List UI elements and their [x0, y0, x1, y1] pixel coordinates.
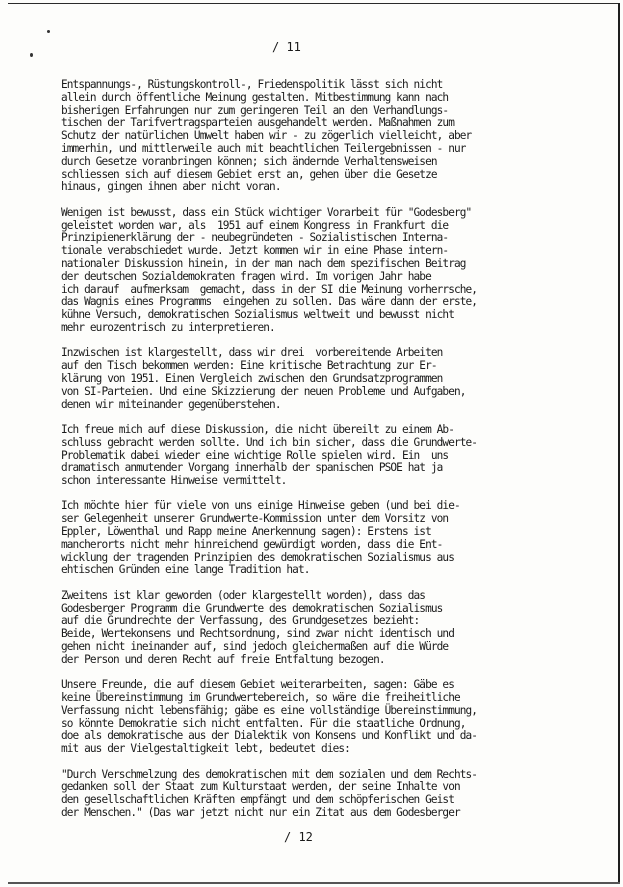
scan-speck	[30, 53, 33, 57]
scan-border-right	[618, 3, 620, 884]
text-line: Unsere Freunde, die auf diesem Gebiet weiterarbeiten, sagen: Gäbe es	[61, 678, 454, 692]
text-line: so könnte Demokratie sich nicht entfalten. Für die staatliche Ordnung,	[61, 716, 466, 730]
text-line: das Wagnis eines Programms eingehen zu sollen. Das wäre dann der erste,	[61, 295, 478, 309]
text-line: Inzwischen ist klargestellt, dass wir drei vorbereitende Arbeiten	[61, 346, 443, 360]
text-line: Entspannungs-, Rüstungskontroll-, Friedenspolitik lässt sich nicht	[61, 78, 443, 91]
text-line: gehen nicht ineinander auf, sind jedoch gleichermaßen auf die Würde	[61, 640, 449, 654]
text-line: gedanken soll der Staat zum Kulturstaat werden, der seine Inhalte von	[61, 780, 460, 794]
paragraph	[61, 769, 601, 820]
text-line: mehr eurozentrisch zu interpretieren.	[61, 320, 275, 334]
text-line: Verfassung nicht lebensfähig; gäbe es eine vollständige Übereinstimmung,	[61, 703, 478, 717]
text-line: der Menschen." (Das war jetzt nicht nur ein Zitat aus dem Godesberger	[61, 806, 460, 819]
text-line: von SI-Parteien. Und eine Skizzierung der neuen Probleme und Aufgaben,	[61, 384, 466, 398]
footer-page-number: / 12	[284, 830, 313, 844]
text-line: schluss gebracht werden sollte. Und ich bin sicher, dass die Grundwerte-	[61, 435, 478, 449]
text-line: tischen der Tarifvertragsparteien ausgehandelt werden. Maßnahmen zum	[61, 116, 454, 130]
text-line: hinaus, gingen ihnen aber nicht voran.	[61, 180, 281, 194]
text-line: der Person und deren Recht auf freie Entfaltung bezogen.	[61, 652, 385, 666]
scan-border-top	[8, 3, 620, 4]
text-line: den gesellschaftlichen Kräften empfängt und dem schöpferischen Geist	[61, 793, 454, 807]
text-line: Godesberger Programm die Grundwerte des demokratischen Sozialismus	[61, 601, 443, 615]
text-line: tionale verabschiedet wurde. Jetzt kommen wir in eine Phase intern-	[61, 244, 449, 258]
header-page-number: / 11	[272, 40, 301, 54]
text-line: doe als demokratische aus der Dialektik von Konsens und Konflikt und da-	[61, 729, 478, 743]
text-line: Wenigen ist bewusst, dass ein Stück wichtiger Vorarbeit für "Godesberg"	[61, 205, 472, 219]
text-line: der deutschen Sozialdemokraten fragen wird. Im vorigen Jahr habe	[61, 269, 431, 283]
text-line: mancherorts nicht mehr hinreichend gewürdigt worden, dass die Ent-	[61, 537, 443, 551]
text-line: allein durch öffentliche Meinung gestalten. Mitbestimmung kann nach	[61, 90, 449, 104]
text-line: kühne Versuch, demokratischen Sozialismus weltweit und bewusst nicht	[61, 308, 454, 322]
text-line: klärung von 1951. Einen Vergleich zwischen den Grundsatzprogrammen	[61, 371, 443, 385]
text-line: schon interessante Hinweise vermittelt.	[61, 474, 287, 488]
paragraph	[61, 500, 601, 577]
document-body	[61, 79, 601, 832]
text-line: geleistet worden war, als 1951 auf einem Kongress in Frankfurt die	[61, 218, 449, 232]
text-line: durch Gesetze voranbringen können; sich ändernde Verhaltensweisen	[61, 154, 437, 168]
paragraph	[61, 590, 601, 667]
text-line: auf die Grundrechte der Verfassung, des Grundgesetzes bezieht:	[61, 614, 420, 628]
text-line: keine Übereinstimmung im Grundwertebereich, so wäre die freiheitliche	[61, 691, 460, 705]
text-line: Prinzipienerklärung der - neubegründeten - Sozialistischen Interna-	[61, 231, 449, 245]
text-line: Ich freue mich auf diese Diskussion, die nicht übereilt zu einem Ab-	[61, 422, 454, 436]
text-line: Ich möchte hier für viele von uns einige Hinweise geben (und bei die-	[61, 499, 460, 513]
text-line: wicklung der tragenden Prinzipien des demokratischen Sozialismus aus	[61, 550, 454, 564]
paragraph	[61, 79, 601, 194]
scan-border-bottom	[8, 882, 620, 884]
text-line: nationaler Diskussion hinein, in der man nach dem spezifischen Beitrag	[61, 256, 466, 270]
text-line: ehtischen Gründen eine lange Tradition hat.	[61, 563, 310, 577]
paragraph	[61, 347, 601, 411]
text-line: Problematik dabei wieder eine wichtige Rolle spielen wird. Ein uns	[61, 448, 449, 462]
text-line: dramatisch anmutender Vorgang innerhalb der spanischen PSOE hat ja	[61, 461, 443, 475]
paragraph	[61, 424, 601, 488]
text-line: Zweitens ist klar geworden (oder klargestellt worden), dass das	[61, 588, 426, 602]
text-line: schliessen sich auf diesem Gebiet erst an, gehen über die Gesetze	[61, 167, 437, 181]
paragraph	[61, 679, 601, 756]
text-line: denen wir miteinander gegenüberstehen.	[61, 397, 281, 411]
text-line: bisherigen Erfahrungen nur zum geringeren Teil an den Verhandlungs-	[61, 103, 449, 117]
text-line: Eppler, Löwenthal und Rapp meine Anerkennung sagen): Erstens ist	[61, 525, 431, 539]
paragraph	[61, 207, 601, 335]
text-line: mit aus der Vielgestaltigkeit lebt, bedeutet dies:	[61, 742, 350, 756]
text-line: "Durch Verschmelzung des demokratischen mit dem sozialen und dem Rechts-	[61, 767, 478, 781]
text-line: auf den Tisch bekommen werden: Eine kritische Betrachtung zur Er-	[61, 359, 437, 373]
text-line: Beide, Wertekonsens und Rechtsordnung, sind zwar nicht identisch und	[61, 627, 454, 641]
text-line: ich darauf aufmerksam gemacht, dass in der SI die Meinung vorherrsche,	[61, 282, 478, 296]
text-line: immerhin, und mittlerweile auch mit beachtlichen Teilergebnissen - nur	[61, 141, 466, 155]
text-line: ser Gelegenheit unserer Grundwerte-Kommission unter dem Vorsitz von	[61, 512, 449, 526]
text-line: Schutz der natürlichen Umwelt haben wir - zu zögerlich vielleicht, aber	[61, 129, 472, 143]
scan-speck	[47, 30, 50, 33]
